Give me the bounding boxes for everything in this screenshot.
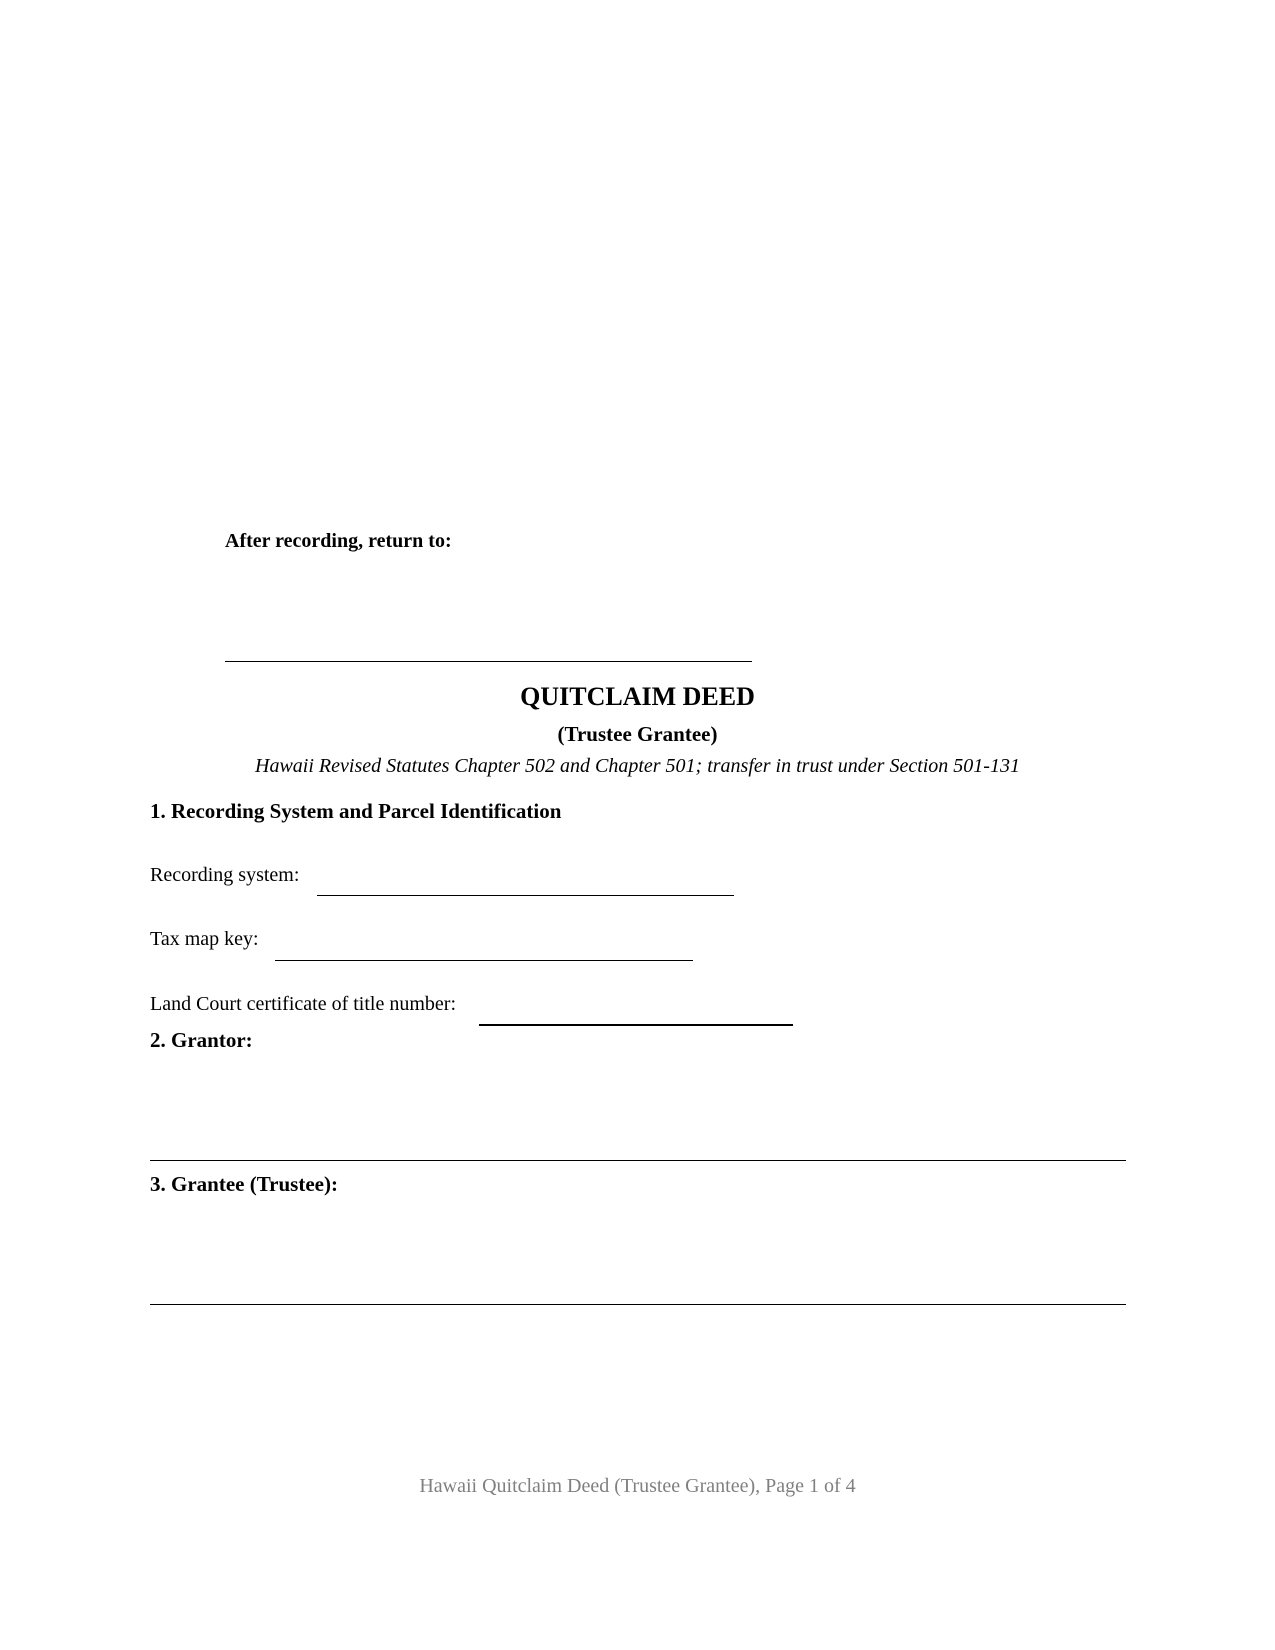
recording-system-field[interactable] <box>317 895 734 896</box>
return-address-line[interactable] <box>225 661 752 662</box>
document-title: QUITCLAIM DEED <box>520 682 755 711</box>
recording-system-label: Recording system: <box>150 864 300 886</box>
grantor-field[interactable] <box>150 1160 1126 1161</box>
page-footer: Hawaii Quitclaim Deed (Trustee Grantee), Page 1 of 4 <box>419 1475 856 1497</box>
section-1-heading: 1. Recording System and Parcel Identification <box>150 799 562 823</box>
tax-map-key-field[interactable] <box>275 960 693 961</box>
grantee-field[interactable] <box>150 1304 1126 1305</box>
land-court-certificate-label: Land Court certificate of title number: <box>150 993 456 1015</box>
tax-map-key-label: Tax map key: <box>150 928 259 950</box>
return-address-label: After recording, return to: <box>225 530 452 552</box>
section-2-heading: 2. Grantor: <box>150 1028 253 1052</box>
section-3-heading: 3. Grantee (Trustee): <box>150 1172 338 1196</box>
land-court-certificate-field[interactable] <box>479 1024 793 1026</box>
document-subtitle: (Trustee Grantee) <box>557 722 718 746</box>
statute-note: Hawaii Revised Statutes Chapter 502 and Chapter 501; transfer in trust under Section 501-131 <box>255 755 1020 777</box>
